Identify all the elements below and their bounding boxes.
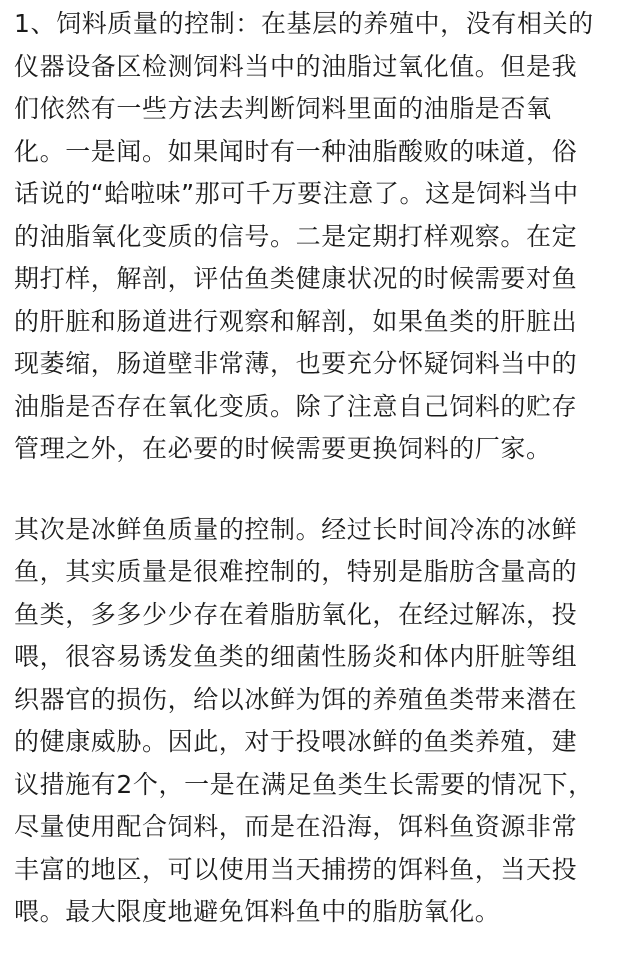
text-line: 鱼，其实质量是很难控制的，特别是脂肪含量高的 — [14, 557, 578, 586]
text-line: 管理之外，在必要的时候需要更换饲料的厂家。 — [14, 434, 552, 463]
text-line: 仪器设备区检测饲料当中的油脂过氧化值。但是我 — [14, 51, 578, 81]
text-line: 尽量使用配合饲料，而是在沿海，饵料鱼资源非常 — [14, 812, 578, 841]
text-line: 丰富的地区，可以使用当天捕捞的饵料鱼，当天投 — [14, 854, 578, 884]
paragraph-spacer — [14, 471, 620, 509]
text-line: 化。一是闻。如果闻时有一种油脂酸败的味道，俗 — [14, 136, 578, 166]
paragraph-feed-quality — [14, 3, 620, 471]
text-line: 现萎缩，肠道壁非常薄，也要充分怀疑饲料当中的 — [14, 349, 578, 378]
text-line: 其次是冰鲜鱼质量的控制。经过长时间冷冻的冰鲜 — [14, 514, 578, 544]
text-line: 话说的“蛤啦味”那可千万要注意了。这是饲料当中 — [14, 179, 579, 208]
text-line: 喂，很容易诱发鱼类的细菌性肠炎和体内肝脏等组 — [14, 642, 578, 671]
text-line: 1、饲料质量的控制：在基层的养殖中，没有相关的 — [14, 9, 594, 38]
text-line: 的油脂氧化变质的信号。二是定期打样观察。在定 — [14, 221, 578, 251]
text-line: 喂。最大限度地避免饵料鱼中的脂肪氧化。 — [14, 897, 501, 926]
text-line: 油脂是否存在氧化变质。除了注意自己饲料的贮存 — [14, 391, 578, 421]
text-line: 们依然有一些方法去判断饲料里面的油脂是否氧 — [14, 94, 552, 123]
text-line: 的健康威胁。因此，对于投喂冰鲜的鱼类养殖，建 — [14, 727, 578, 756]
text-line: 期打样，解剖，评估鱼类健康状况的时候需要对鱼 — [14, 264, 578, 293]
text-line: 议措施有2个，一是在满足鱼类生长需要的情况下， — [14, 769, 594, 799]
text-line: 织器官的损伤，给以冰鲜为饵的养殖鱼类带来潜在 — [14, 684, 578, 714]
paragraph-frozen-fish-quality — [14, 509, 620, 934]
text-line: 鱼类，多多少少存在着脂肪氧化，在经过解冻，投 — [14, 599, 578, 629]
text-line: 的肝脏和肠道进行观察和解剖，如果鱼类的肝脏出 — [14, 306, 578, 336]
